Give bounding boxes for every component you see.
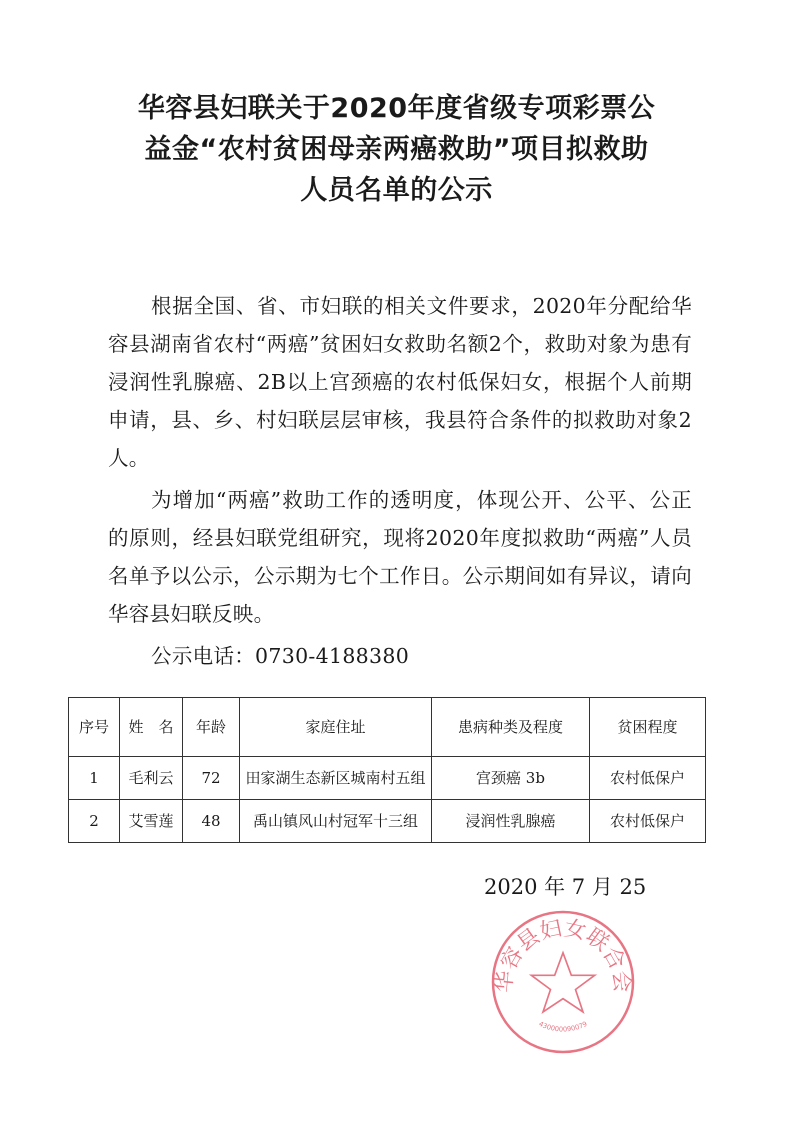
table-row bbox=[69, 800, 706, 843]
cell: 2 bbox=[69, 800, 120, 843]
header-cell: 患病种类及程度 bbox=[432, 698, 590, 757]
official-seal bbox=[488, 907, 638, 1057]
table-header-row bbox=[69, 698, 706, 757]
cell: 宫颈癌 3b bbox=[432, 757, 590, 800]
header-cell: 年龄 bbox=[183, 698, 240, 757]
title-line: 益金“农村贫困母亲两癌救助”项目拟救助 bbox=[144, 134, 649, 165]
date: 2020 年 7 月 25 bbox=[484, 875, 647, 899]
document-body bbox=[68, 287, 705, 1057]
cell: 田家湖生态新区城南村五组 bbox=[240, 757, 432, 800]
cell: 艾雪莲 bbox=[120, 800, 183, 843]
header-cell: 贫困程度 bbox=[590, 698, 706, 757]
cell: 农村低保户 bbox=[590, 757, 706, 800]
cell: 72 bbox=[183, 757, 240, 800]
recipient-table bbox=[68, 697, 706, 843]
phone-line: 公示电话：0730-4188380 bbox=[151, 644, 410, 668]
cell: 农村低保户 bbox=[590, 800, 706, 843]
svg-text:430000090079: 430000090079 bbox=[537, 1019, 589, 1034]
cell: 48 bbox=[183, 800, 240, 843]
title-line: 华容县妇联关于2020年度省级专项彩票公 bbox=[137, 93, 656, 124]
svg-text:华容县妇女联合会: 华容县妇女联合会 bbox=[491, 915, 635, 994]
header-cell: 家庭住址 bbox=[240, 698, 432, 757]
star-icon bbox=[531, 953, 594, 1012]
document-title bbox=[80, 88, 713, 211]
paragraph: 根据全国、省、市妇联的相关文件要求，2020年分配给华容县湖南省农村“两癌”贫困妇女救助名额2个，救助对象为患有浸润性乳腺癌、2B以上宫颈癌的农村低保妇女，根据个人前期申请，县、乡、村妇联层层审核，我县符合条件的拟救助对象2人。 bbox=[108, 294, 692, 470]
title-line: 人员名单的公示 bbox=[300, 175, 493, 206]
cell: 毛利云 bbox=[120, 757, 183, 800]
paragraph: 为增加“两癌”救助工作的透明度，体现公开、公平、公正的原则，经县妇联党组研究，现将2020年度拟救助“两癌”人员名单予以公示，公示期为七个工作日。公示期间如有异议，请向华容县妇联反映。 bbox=[108, 488, 692, 626]
header-cell: 姓 名 bbox=[120, 698, 183, 757]
cell: 1 bbox=[69, 757, 120, 800]
table-row bbox=[69, 757, 706, 800]
cell: 禹山镇风山村冠军十三组 bbox=[240, 800, 432, 843]
header-cell: 序号 bbox=[69, 698, 120, 757]
cell: 浸润性乳腺癌 bbox=[432, 800, 590, 843]
